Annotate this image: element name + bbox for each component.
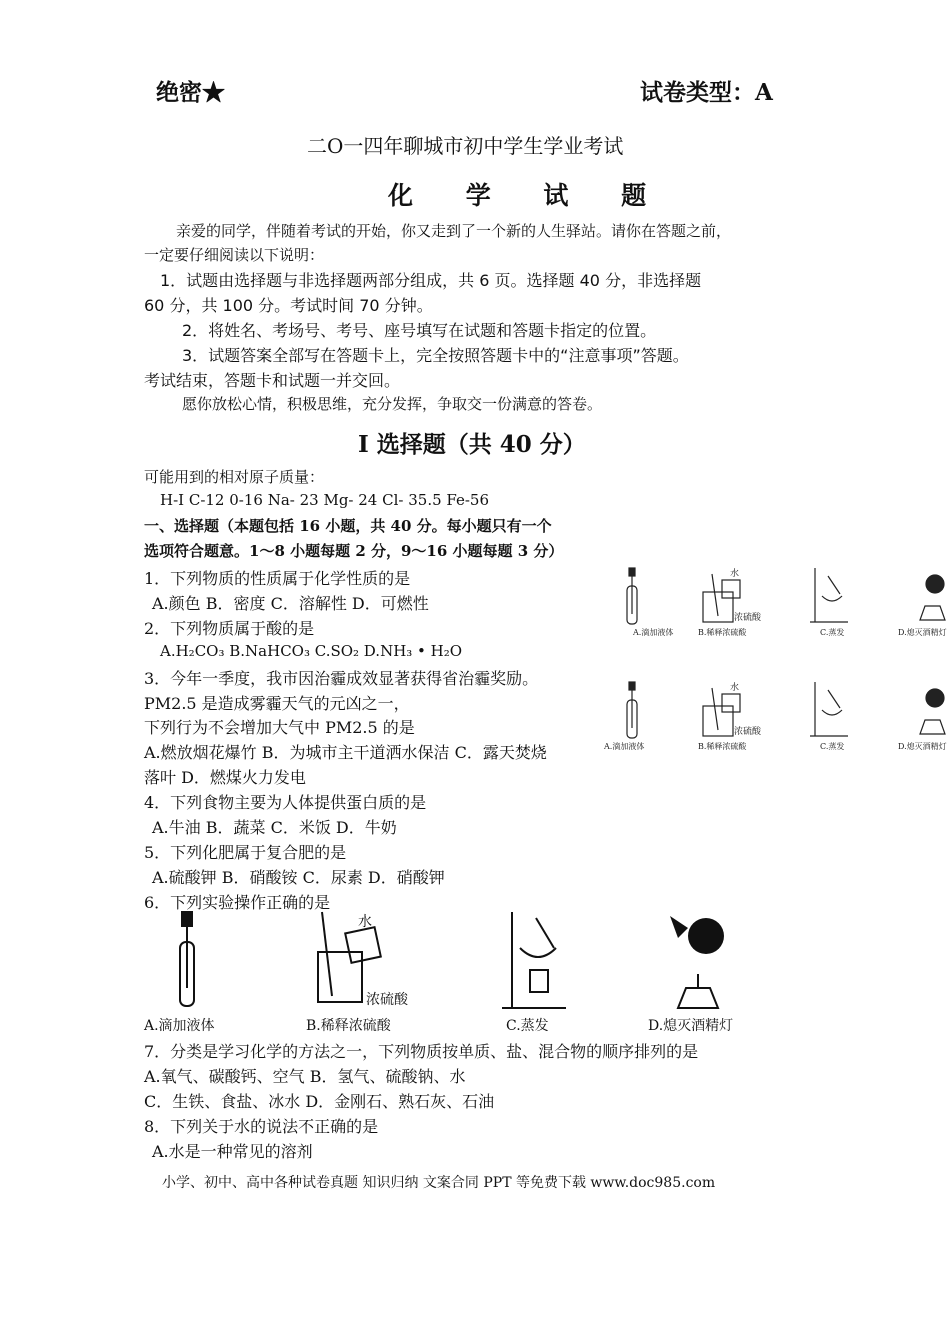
water-label-small-1: 水 bbox=[730, 569, 740, 579]
question-1: 1．下列物质的性质属于化学性质的是 bbox=[144, 569, 411, 588]
question-3-line-3: 下列行为不会增加大气中 PM2.5 的是 bbox=[144, 718, 415, 737]
question-7-options-cd: C．生铁、食盐、冰水 D．金刚石、熟石灰、石油 bbox=[144, 1092, 495, 1111]
question-2: 2．下列物质属于酸的是 bbox=[144, 619, 315, 638]
question-1-options: A.颜色 B．密度 C．溶解性 D．可燃性 bbox=[152, 594, 429, 613]
instruction-1a: 1．试题由选择题与非选择题两部分组成，共 6 页。选择题 40 分，非选择题 bbox=[160, 271, 702, 290]
page-footer: 小学、初中、高中各种试卷真题 知识归纳 文案合同 PPT 等免费下载 www.doc985.com bbox=[162, 1175, 716, 1191]
fig-label-d: D.熄灭酒精灯 bbox=[648, 1018, 734, 1034]
paper-type: 试卷类型：A bbox=[640, 79, 773, 106]
acid-label-small-1: 浓硫酸 bbox=[734, 613, 762, 623]
lab-figure-small-2 bbox=[600, 680, 950, 756]
question-7-options-ab: A.氧气、碳酸钙、空气 B．氢气、硫酸钠、水 bbox=[144, 1067, 466, 1086]
water-label-small-2: 水 bbox=[730, 683, 740, 693]
fig-label-a-small-2: A.滴加液体 bbox=[604, 742, 645, 751]
question-3-line-5: 落叶 D．燃煤火力发电 bbox=[144, 768, 306, 787]
fig-label-a: A.滴加液体 bbox=[144, 1018, 215, 1034]
fig-label-d-small-1: D.熄灭酒精灯 bbox=[898, 628, 947, 637]
part-heading-2: 选项符合题意。1～8 小题每题 2 分，9～16 小题每题 3 分） bbox=[144, 542, 564, 560]
fig-label-c-small-1: C.蒸发 bbox=[820, 628, 845, 637]
question-7: 7．分类是学习化学的方法之一，下列物质按单质、盐、混合物的顺序排列的是 bbox=[144, 1042, 699, 1061]
instruction-3a: 3．试题答案全部写在答题卡上，完全按照答题卡中的“注意事项”答题。 bbox=[182, 346, 689, 365]
intro-wish: 愿你放松心情，积极思维，充分发挥，争取交一份满意的答卷。 bbox=[182, 395, 603, 413]
fig-label-b: B.稀释浓硫酸 bbox=[306, 1018, 391, 1034]
water-label: 水 bbox=[358, 914, 372, 930]
question-6: 6．下列实验操作正确的是 bbox=[144, 893, 331, 912]
question-3-line-1: 3．今年一季度，我市因治霾成效显著获得省治霾奖励。 bbox=[144, 669, 539, 688]
question-4-options: A.牛油 B．蔬菜 C．米饭 D．牛奶 bbox=[152, 818, 397, 837]
person-head-icon bbox=[688, 918, 724, 954]
atomic-mass-values: H-I C-12 0-16 Na- 23 Mg- 24 Cl- 35.5 Fe-56 bbox=[160, 491, 490, 509]
confidential-mark: 绝密★ bbox=[156, 79, 225, 106]
instruction-3b: 考试结束，答题卡和试题一并交回。 bbox=[144, 371, 401, 390]
intro-line-1: 亲爱的同学，伴随着考试的开始，你又走到了一个新的人生驿站。请你在答题之前， bbox=[176, 222, 732, 240]
intro-line-2: 一定要仔细阅读以下说明： bbox=[144, 246, 325, 264]
exam-subtitle: 二O一四年聊城市初中学生学业考试 bbox=[307, 134, 624, 158]
atomic-mass-label: 可能用到的相对原子质量： bbox=[144, 468, 325, 486]
question-8-option-a: A.水是一种常见的溶剂 bbox=[152, 1142, 313, 1161]
part-heading-1: 一、选择题（本题包括 16 小题，共 40 分。每小题只有一个 bbox=[144, 517, 552, 535]
page-title: 化 学 试 题 bbox=[388, 181, 669, 210]
lab-figure-large bbox=[140, 908, 760, 1036]
question-3-line-4: A.燃放烟花爆竹 B．为城市主干道洒水保洁 C．露天焚烧 bbox=[144, 743, 547, 762]
section-heading: I 选择题（共 40 分） bbox=[358, 431, 586, 458]
question-8: 8．下列关于水的说法不正确的是 bbox=[144, 1117, 379, 1136]
fig-label-c-small-2: C.蒸发 bbox=[820, 742, 845, 751]
question-5: 5．下列化肥属于复合肥的是 bbox=[144, 843, 347, 862]
fig-label-a-small-1: A.滴加液体 bbox=[633, 628, 674, 637]
question-5-options: A.硫酸钾 B．硝酸铵 C．尿素 D．硝酸钾 bbox=[152, 868, 445, 887]
acid-label: 浓硫酸 bbox=[366, 992, 408, 1008]
fig-label-d-small-2: D.熄灭酒精灯 bbox=[898, 742, 947, 751]
acid-label-small-2: 浓硫酸 bbox=[734, 727, 762, 737]
question-3-line-2: PM2.5 是造成雾霾天气的元凶之一， bbox=[144, 694, 410, 713]
fig-label-b-small-1: B.稀释浓硫酸 bbox=[698, 628, 747, 637]
fig-label-b-small-2: B.稀释浓硫酸 bbox=[698, 742, 747, 751]
instruction-2: 2．将姓名、考场号、考号、座号填写在试题和答题卡指定的位置。 bbox=[182, 321, 657, 340]
lab-figure-small-1 bbox=[600, 566, 950, 642]
question-4: 4．下列食物主要为人体提供蛋白质的是 bbox=[144, 793, 427, 812]
question-2-options: A.H₂CO₃ B.NaHCO₃ C.SO₂ D.NH₃ • H₂O bbox=[160, 642, 463, 660]
fig-label-c: C.蒸发 bbox=[506, 1018, 549, 1034]
instruction-1b: 60 分，共 100 分。考试时间 70 分钟。 bbox=[144, 296, 433, 315]
